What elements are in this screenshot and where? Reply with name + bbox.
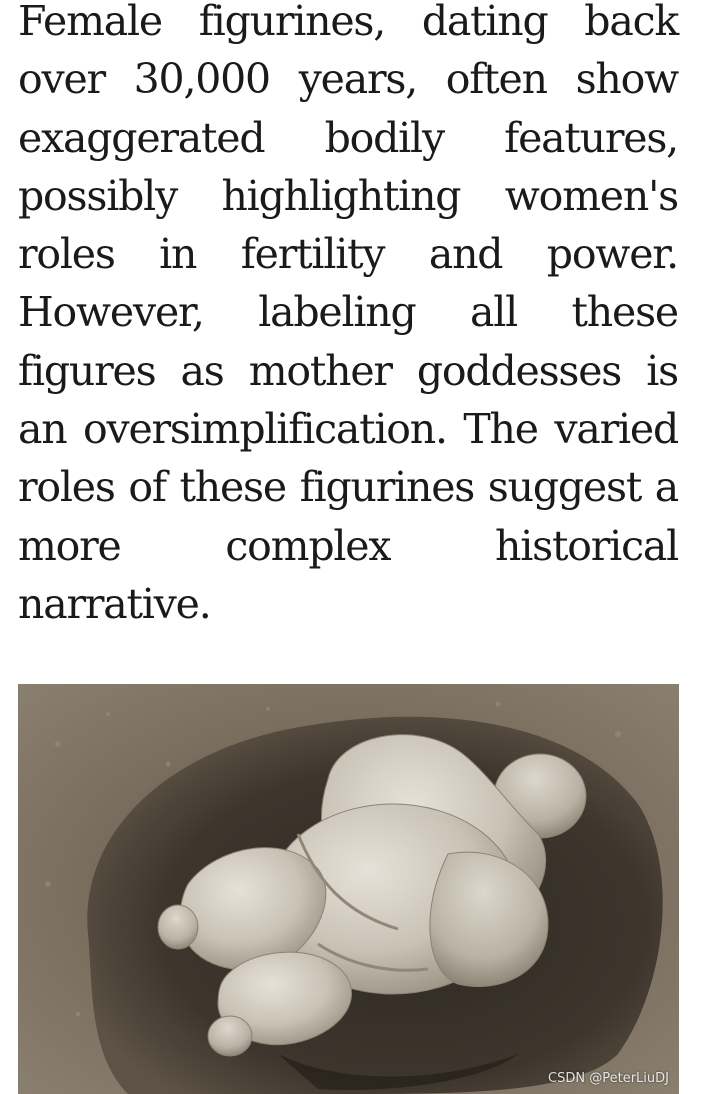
figurine-photo [18,684,679,1094]
article-paragraph: Female figurines, dating back over 30,000 years, often show exaggerated bodily features, possibly highlighting women's roles in fertility and power. However, labeling all these figures as mother goddesses is an oversimplification. The varied roles of these figurines suggest a more complex historical narrative. [18,0,678,628]
figurine-illustration [18,684,679,1094]
watermark: CSDN @PeterLiuDJ [548,1071,669,1086]
